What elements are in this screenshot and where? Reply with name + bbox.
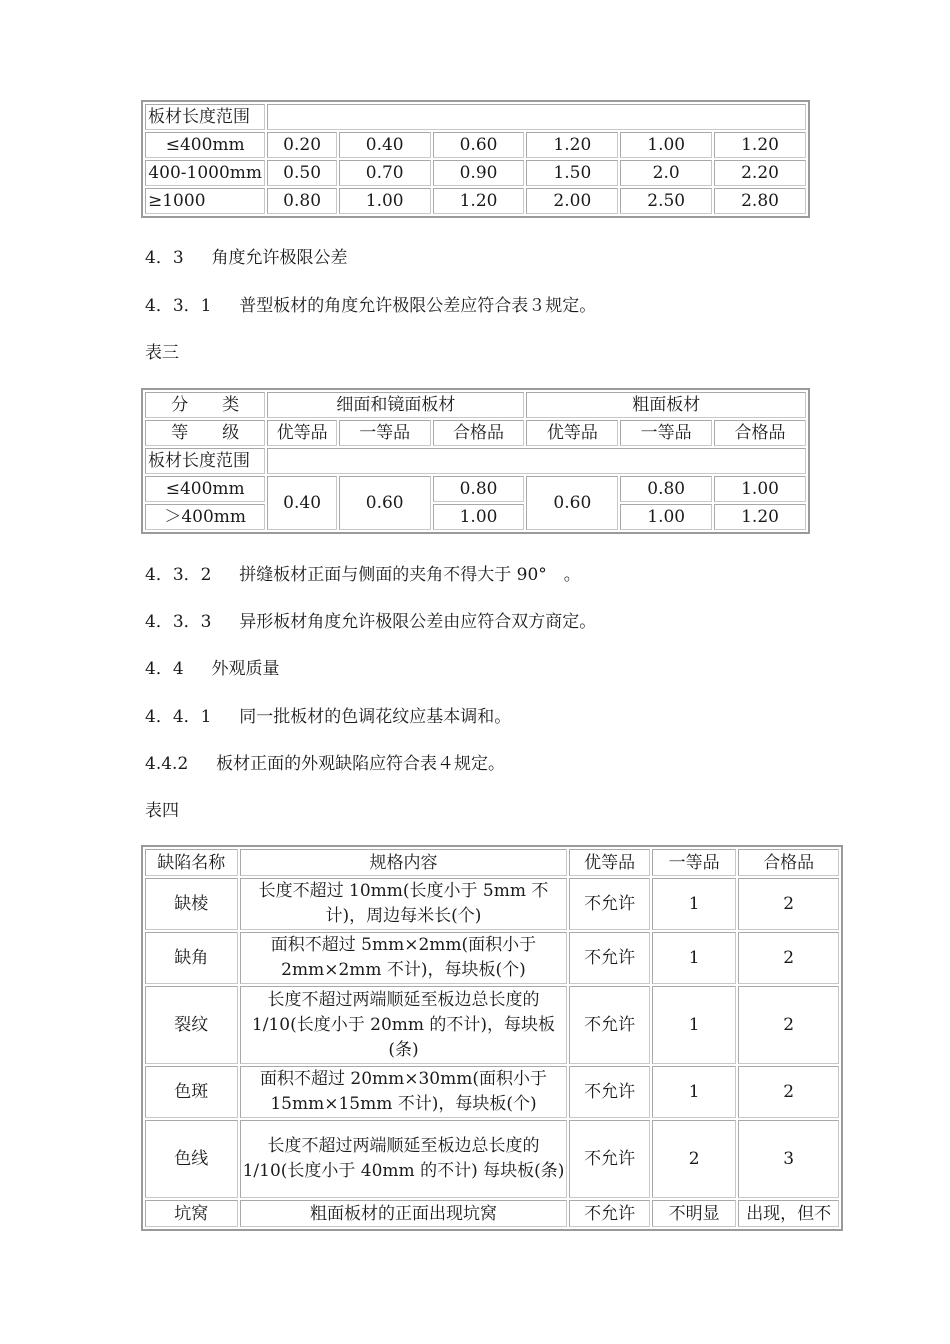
value-cell: 0.40 — [267, 476, 336, 530]
table-3-caption: 表三 — [145, 343, 179, 363]
defect-spec: 长度不超过两端顺延至板边总长度的 1/10(长度小于 40mm 的不计) 每块板(条) — [240, 1120, 568, 1198]
grade-premium: 不允许 — [569, 1066, 649, 1118]
section-4-3-heading: 4．3 角度允许极限公差 — [145, 248, 348, 268]
table-tolerance-continued — [141, 100, 810, 218]
grade-qualified: 2 — [738, 1066, 839, 1118]
value-cell: 1.20 — [433, 188, 525, 214]
defect-name: 缺棱 — [145, 878, 238, 930]
value-cell: 0.50 — [267, 160, 336, 186]
range-cell: ≤400mm — [145, 476, 265, 502]
group-fine-header: 细面和镜面板材 — [267, 392, 524, 418]
value-cell: 2.50 — [620, 188, 712, 214]
table-row — [145, 1066, 839, 1118]
table-row — [145, 878, 839, 930]
defect-spec: 面积不超过 5mm×2mm(面积小于 2mm×2mm 不计)，每块板(个) — [240, 932, 568, 984]
grade-qualified: 2 — [738, 986, 839, 1064]
value-cell: 1.00 — [620, 504, 712, 530]
table-row — [145, 132, 806, 158]
empty-cell — [267, 448, 806, 474]
grade-premium: 不允许 — [569, 1200, 649, 1227]
grade-premium: 不允许 — [569, 878, 649, 930]
column-header: 合格品 — [738, 849, 839, 876]
length-range-header: 板材长度范围 — [145, 448, 265, 474]
value-cell: 0.90 — [433, 160, 525, 186]
value-cell: 2.0 — [620, 160, 712, 186]
grade-first: 1 — [652, 986, 736, 1064]
table-row — [145, 476, 806, 502]
empty-cell — [267, 104, 806, 130]
value-cell: 0.80 — [433, 476, 525, 502]
table-row — [145, 420, 806, 446]
column-header: 优等品 — [569, 849, 649, 876]
clause-4-3-1: 4．3．1 普型板材的角度允许极限公差应符合表３规定。 — [145, 296, 597, 316]
defect-name: 裂纹 — [145, 986, 238, 1064]
defect-name: 缺角 — [145, 932, 238, 984]
table-header-row — [145, 849, 839, 876]
table-row — [145, 1120, 839, 1198]
table-row — [145, 160, 806, 186]
value-cell: 0.80 — [267, 188, 336, 214]
value-cell: 1.50 — [526, 160, 618, 186]
grade-first: 1 — [652, 932, 736, 984]
grade-header: 一等品 — [339, 420, 431, 446]
grade-header: 合格品 — [433, 420, 525, 446]
table-row — [145, 104, 806, 130]
value-cell: 0.60 — [339, 476, 431, 530]
value-cell: 1.20 — [714, 132, 806, 158]
grade-first: 2 — [652, 1120, 736, 1198]
clause-4-4-2: 4.4.2 板材正面的外观缺陷应符合表４规定。 — [145, 754, 506, 774]
value-cell: 0.40 — [339, 132, 431, 158]
grade-first: 不明显 — [652, 1200, 736, 1227]
defect-name: 坑窝 — [145, 1200, 238, 1227]
value-cell: 0.80 — [620, 476, 712, 502]
grade-header: 合格品 — [714, 420, 806, 446]
value-cell: 0.60 — [526, 476, 618, 530]
grade-qualified: 2 — [738, 878, 839, 930]
value-cell: 0.20 — [267, 132, 336, 158]
grade-premium: 不允许 — [569, 1120, 649, 1198]
range-cell: 400-1000mm — [145, 160, 265, 186]
range-cell: ＞400mm — [145, 504, 265, 530]
value-cell: 1.00 — [433, 504, 525, 530]
defect-spec: 长度不超过两端顺延至板边总长度的 1/10(长度小于 20mm 的不计)，每块板(条) — [240, 986, 568, 1064]
grade-header: 优等品 — [526, 420, 618, 446]
table-4-appearance-defects — [141, 845, 843, 1231]
defect-spec: 面积不超过 20mm×30mm(面积小于 15mm×15mm 不计)，每块板(个) — [240, 1066, 568, 1118]
table-row — [145, 986, 839, 1064]
range-cell: ≥1000 — [145, 188, 265, 214]
value-cell: 2.00 — [526, 188, 618, 214]
table-row — [145, 392, 806, 418]
clause-4-3-3: 4．3．3 异形板材角度允许极限公差由应符合双方商定。 — [145, 612, 597, 632]
table-row — [145, 448, 806, 474]
grade-header: 优等品 — [267, 420, 336, 446]
grade-qualified: 2 — [738, 932, 839, 984]
category-label: 分 类 — [145, 392, 265, 418]
value-cell: 2.20 — [714, 160, 806, 186]
column-header: 规格内容 — [240, 849, 568, 876]
table-row — [145, 1200, 839, 1227]
defect-name: 色线 — [145, 1120, 238, 1198]
value-cell: 1.00 — [620, 132, 712, 158]
grade-first: 1 — [652, 878, 736, 930]
table-4-caption: 表四 — [145, 801, 179, 821]
grade-qualified: 3 — [738, 1120, 839, 1198]
value-cell: 1.00 — [339, 188, 431, 214]
defect-spec: 粗面板材的正面出现坑窝 — [240, 1200, 568, 1227]
defect-name: 色斑 — [145, 1066, 238, 1118]
value-cell: 1.00 — [714, 476, 806, 502]
grade-header: 一等品 — [620, 420, 712, 446]
clause-4-4-1: 4．4．1 同一批板材的色调花纹应基本调和。 — [145, 707, 512, 727]
table-row — [145, 188, 806, 214]
grade-premium: 不允许 — [569, 986, 649, 1064]
grade-label: 等 级 — [145, 420, 265, 446]
value-cell: 1.20 — [526, 132, 618, 158]
value-cell: 1.20 — [714, 504, 806, 530]
column-header: 一等品 — [652, 849, 736, 876]
grade-first: 1 — [652, 1066, 736, 1118]
table-row — [145, 504, 806, 530]
length-range-header: 板材长度范围 — [145, 104, 265, 130]
clause-4-3-2: 4．3．2 拼缝板材正面与侧面的夹角不得大于 90° 。 — [145, 565, 581, 585]
value-cell: 0.60 — [433, 132, 525, 158]
value-cell: 0.70 — [339, 160, 431, 186]
grade-premium: 不允许 — [569, 932, 649, 984]
grade-qualified: 出现，但不 — [738, 1200, 839, 1227]
group-rough-header: 粗面板材 — [526, 392, 806, 418]
value-cell: 2.80 — [714, 188, 806, 214]
section-4-4-heading: 4．4 外观质量 — [145, 659, 280, 679]
column-header: 缺陷名称 — [145, 849, 238, 876]
defect-spec: 长度不超过 10mm(长度小于 5mm 不计)，周边每米长(个) — [240, 878, 568, 930]
table-3-angle-tolerance — [141, 388, 810, 534]
range-cell: ≤400mm — [145, 132, 265, 158]
table-row — [145, 932, 839, 984]
